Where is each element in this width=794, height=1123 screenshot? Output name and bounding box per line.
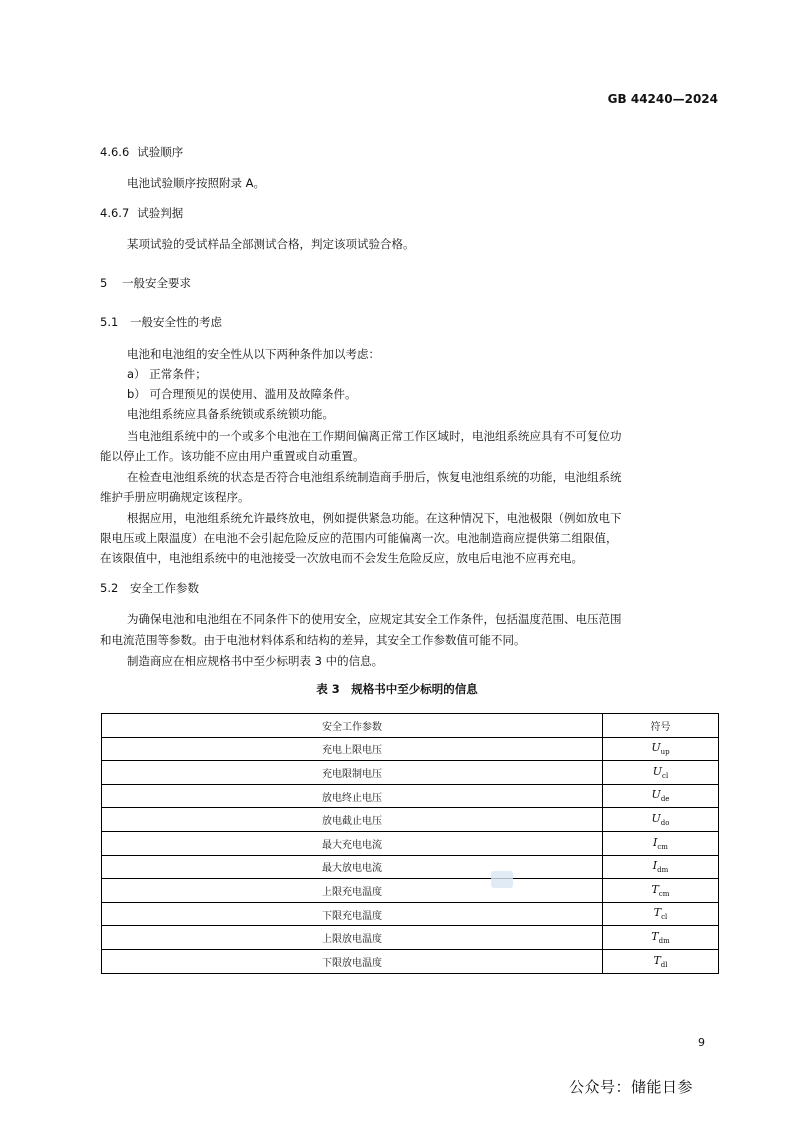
- symbol-letter: T: [651, 930, 659, 944]
- symbol-subscript: dm: [657, 866, 669, 875]
- parameter-cell: 下限放电温度: [102, 949, 603, 973]
- section-4-6-6-heading: [100, 145, 183, 159]
- watermark-logo-icon: [491, 871, 513, 888]
- column-header-parameter: 安全工作参数: [102, 714, 603, 738]
- symbol-subscript: cl: [661, 913, 668, 922]
- section-number: 5.2: [100, 581, 119, 595]
- section-5-1-heading: [100, 315, 222, 329]
- symbol-subscript: up: [660, 748, 670, 757]
- table-row: [102, 855, 719, 879]
- parameter-cell: 充电上限电压: [102, 737, 603, 761]
- section-title: 试验顺序: [137, 145, 184, 159]
- paragraph-continuation: 在该限值中，电池组系统中的电池接受一次放电而不会发生危险反应，放电后电池不应再充电。: [100, 551, 583, 565]
- symbol-subscript: cl: [662, 772, 669, 781]
- standard-code: GB 44240—2024: [607, 92, 718, 106]
- symbol-cell: [603, 879, 719, 903]
- table-row: [102, 737, 719, 761]
- table-row: [102, 949, 719, 973]
- section-4-6-7-heading: [100, 206, 183, 220]
- table-row: [102, 761, 719, 785]
- parameter-cell: 上限充电温度: [102, 879, 603, 903]
- symbol-letter: U: [651, 788, 661, 802]
- parameter-cell: 放电终止电压: [102, 784, 603, 808]
- symbol-subscript: dm: [658, 937, 670, 946]
- table-row: [102, 831, 719, 855]
- symbol-cell: [603, 831, 719, 855]
- section-number: 4.6.6: [100, 145, 130, 159]
- symbol-subscript: cm: [657, 842, 668, 851]
- symbol-subscript: do: [660, 819, 670, 828]
- symbol-letter: I: [653, 835, 658, 849]
- paragraph: 某项试验的受试样品全部测试合格，判定该项试验合格。: [127, 237, 415, 251]
- watermark-text: 公众号：储能日参: [569, 1078, 694, 1096]
- symbol-subscript: cm: [658, 890, 670, 899]
- section-title: 试验判据: [137, 206, 184, 220]
- paragraph: 当电池组系统中的一个或多个电池在工作期间偏离正常工作区域时，电池组系统应具有不可复位功: [127, 429, 622, 443]
- section-title: 安全工作参数: [130, 581, 199, 595]
- symbol-cell: [603, 926, 719, 950]
- paragraph-continuation: 和电流范围等参数。由于电池材料体系和结构的差异，其安全工作参数值可能不同。: [100, 633, 526, 647]
- symbol-cell: [603, 761, 719, 785]
- paragraph: 电池组系统应具备系统锁或系统锁功能。: [127, 407, 334, 421]
- paragraph: 电池试验顺序按照附录 A。: [127, 176, 266, 190]
- symbol-letter: U: [652, 764, 663, 778]
- section-5-2-heading: [100, 581, 199, 595]
- paragraph-continuation: 能以停止工作。该功能不应由用户重置或自动重置。: [100, 449, 365, 463]
- column-header-symbol: 符号: [603, 714, 719, 738]
- table-row: [102, 926, 719, 950]
- symbol-letter: T: [651, 882, 659, 896]
- symbol-letter: U: [651, 812, 661, 826]
- symbol-cell: [603, 855, 719, 879]
- symbol-letter: T: [653, 906, 662, 920]
- list-item: a） 正常条件；: [127, 367, 207, 381]
- symbol-subscript: de: [660, 795, 670, 804]
- paragraph: 根据应用，电池组系统允许最终放电，例如提供紧急功能。在这种情况下，电池极限（例如放电下: [127, 511, 622, 525]
- paragraph: 电池和电池组的安全性从以下两种条件加以考虑：: [127, 347, 380, 361]
- table-row: [102, 784, 719, 808]
- table-caption: 表 3 规格书中至少标明的信息: [316, 682, 478, 696]
- section-number: 5: [100, 276, 108, 290]
- symbol-cell: [603, 784, 719, 808]
- paragraph: 制造商应在相应规格书中至少标明表 3 中的信息。: [127, 654, 384, 668]
- parameter-cell: 最大充电电流: [102, 831, 603, 855]
- symbol-cell: [603, 902, 719, 926]
- table-row: [102, 902, 719, 926]
- section-title: 一般安全性的考虑: [130, 315, 222, 329]
- symbol-cell: [603, 949, 719, 973]
- table-row: [102, 879, 719, 903]
- paragraph: 为确保电池和电池组在不同条件下的使用安全，应规定其安全工作条件，包括温度范围、电压范围: [127, 612, 622, 626]
- section-number: 4.6.7: [100, 206, 130, 220]
- paragraph: 在检查电池组系统的状态是否符合电池组系统制造商手册后，恢复电池组系统的功能，电池组系统: [127, 470, 622, 484]
- paragraph-continuation: 限电压或上限温度）在电池不会引起危险反应的范围内可能偏离一次。电池制造商应提供第二组限值，: [100, 531, 618, 545]
- symbol-subscript: dl: [660, 960, 668, 969]
- symbol-letter: U: [651, 741, 661, 755]
- section-5-heading: [100, 276, 191, 290]
- parameter-cell: 上限放电温度: [102, 926, 603, 950]
- parameters-table: [101, 713, 719, 974]
- table-row: [102, 808, 719, 832]
- page-number: 9: [698, 1036, 705, 1049]
- table-header-row: [102, 714, 719, 738]
- symbol-cell: [603, 737, 719, 761]
- parameter-cell: 下限充电温度: [102, 902, 603, 926]
- section-title: 一般安全要求: [122, 276, 191, 290]
- paragraph-continuation: 维护手册应明确规定该程序。: [100, 490, 250, 504]
- parameter-cell: 最大放电电流: [102, 855, 603, 879]
- section-number: 5.1: [100, 315, 119, 329]
- list-item: b） 可合理预见的误使用、滥用及故障条件。: [127, 387, 357, 401]
- symbol-letter: I: [652, 859, 658, 873]
- parameter-cell: 放电截止电压: [102, 808, 603, 832]
- parameter-cell: 充电限制电压: [102, 761, 603, 785]
- symbol-cell: [603, 808, 719, 832]
- symbol-letter: T: [653, 953, 661, 967]
